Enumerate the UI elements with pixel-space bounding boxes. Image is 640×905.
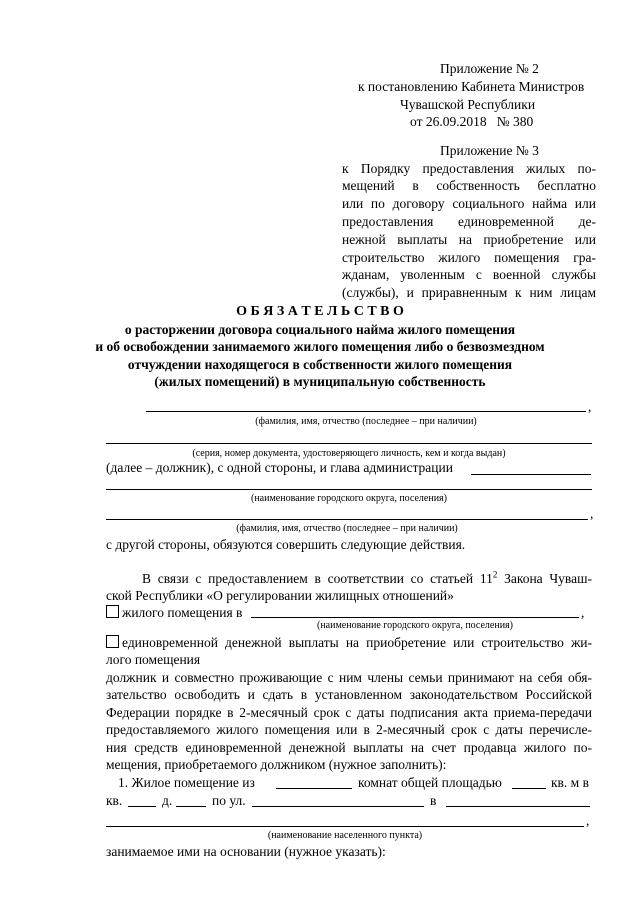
appendix-2-title: Приложение № 2 — [440, 61, 539, 76]
appendix-3-line: нежной выплаты на приобретение или — [342, 232, 596, 247]
area-input-line[interactable] — [512, 788, 546, 789]
appendix-3-title: Приложение № 3 — [440, 143, 539, 158]
rooms-input-line[interactable] — [276, 788, 352, 789]
paragraph-text: мещения, приобретаемого должником (нужное заполнить): — [106, 757, 447, 772]
option-housing: жилого помещения в — [106, 604, 242, 622]
house-input-line[interactable] — [176, 806, 206, 807]
basis-text: занимаемое ими на основании (нужное указать): — [106, 844, 386, 859]
paragraph-text: ния средств единовременной денежной выплаты на счет продавца жилого по- — [106, 740, 592, 755]
document-title: О Б Я З А Т Е Л Ь С Т В О — [236, 304, 404, 319]
fio-input-line[interactable] — [146, 411, 586, 412]
appendix-3-line: (службы), и приравненным к ним лицам — [342, 285, 596, 300]
comma: , — [588, 399, 592, 414]
paragraph-text: Федерации порядке в 2-месячный срок с даты подписания акта приема-передачи — [106, 705, 592, 720]
apartment-input-line[interactable] — [128, 806, 156, 807]
comma: , — [581, 605, 585, 620]
fio2-caption: (фамилия, имя, отчество (последнее – при наличии) — [236, 523, 458, 534]
heading-line: и об освобождении занимаемого жилого помещения либо о безвозмездном — [95, 339, 545, 354]
administration-input-line[interactable] — [471, 474, 591, 475]
comma: , — [590, 506, 594, 521]
appendix-3-line: или по договору социального найма или — [342, 196, 596, 211]
settlement-caption: (наименование населенного пункта) — [267, 830, 423, 841]
other-side-text: с другой стороны, обязуются совершить следующие действия. — [106, 537, 466, 552]
heading-line: о расторжении договора социального найма жилого помещения — [124, 322, 516, 337]
settlement-input-line[interactable] — [106, 826, 584, 827]
district-input-line[interactable] — [106, 489, 592, 490]
appendix-2-line: Чувашской Республики — [400, 97, 536, 112]
appendix-3-line: к Порядку предоставления жилых по- — [342, 161, 596, 176]
debtor-text: (далее – должник), с одной стороны, и глава администрации — [106, 460, 453, 475]
heading-line: отчуждении находящегося в собственности жилого помещения — [127, 357, 513, 372]
document-input-line[interactable] — [106, 443, 592, 444]
appendix-3-line: жданам, уволенным с военной службы — [342, 267, 596, 282]
housing-district-caption: (наименование городского округа, поселения) — [317, 620, 513, 631]
item-1-unit: кв. м в — [551, 775, 589, 790]
housing-checkbox[interactable] — [106, 605, 119, 618]
fio2-input-line[interactable] — [106, 519, 588, 520]
paragraph-text: ской Республики «О регулировании жилищных отношений» — [106, 588, 454, 603]
street-input-line[interactable] — [252, 806, 424, 807]
fio-caption: (фамилия, имя, отчество (последнее – при наличии) — [255, 416, 477, 427]
item-1-label: 1. Жилое помещение из — [118, 775, 255, 790]
heading-line: (жилых помещений) в муниципальную собственность — [154, 374, 486, 389]
option-payment: единовременной денежной выплаты на приобретение или строительство жи- — [106, 634, 592, 652]
district-caption: (наименование городского округа, поселения) — [251, 493, 447, 504]
apartment-label: кв. — [106, 793, 123, 808]
appendix-3-line: строительство жилого помещения гра- — [342, 250, 596, 265]
paragraph-text: зательство освободить и сдать в установленном законодательством Российской — [106, 687, 592, 702]
city-input-line[interactable] — [446, 806, 590, 807]
house-label: д. — [162, 793, 173, 808]
street-label: по ул. — [212, 793, 246, 808]
in-label: в — [430, 793, 437, 808]
item-1-area-label: комнат общей площадью — [358, 775, 502, 790]
paragraph-text: предоставляемого жилого помещения или в 2-месячный срок с даты перечисле- — [106, 722, 592, 737]
option-payment-cont: лого помещения — [106, 652, 201, 667]
payment-checkbox[interactable] — [106, 635, 119, 648]
paragraph-text: В связи с предоставлением в соответствии со статьей $11^2$ Закона Чуваш- — [142, 569, 592, 586]
appendix-2-date: от 26.09.2018 № 380 — [410, 114, 534, 129]
comma: , — [586, 813, 590, 828]
appendix-3-line: предоставления единовременной де- — [342, 214, 596, 229]
appendix-3-line: мещений в собственность бесплатно — [342, 178, 596, 193]
document-caption: (серия, номер документа, удостоверяющего личность, кем и когда выдан) — [192, 448, 506, 459]
appendix-2-line: к постановлению Кабинета Министров — [358, 79, 585, 94]
paragraph-text: должник и совместно проживающие с ним члены семьи принимают на себя обя- — [106, 670, 592, 685]
housing-district-input-line[interactable] — [251, 617, 579, 618]
